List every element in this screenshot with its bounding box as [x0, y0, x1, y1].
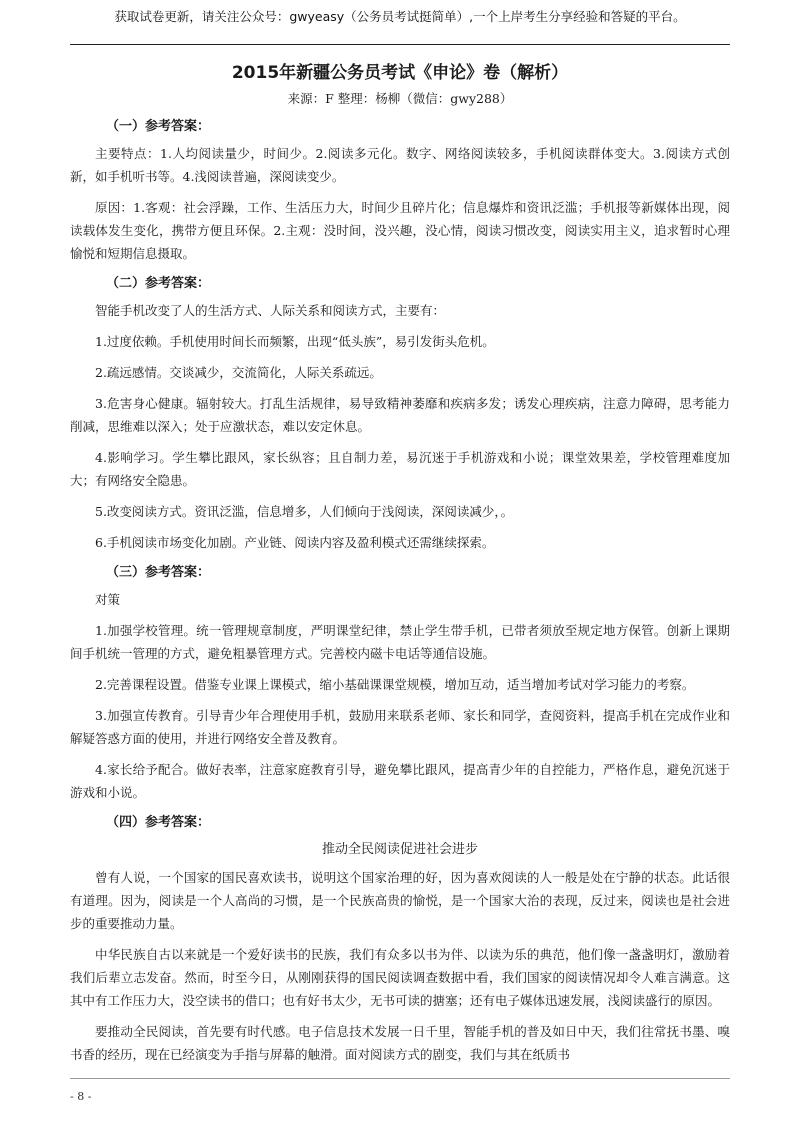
paragraph: 要推动全民阅读，首先要有时代感。电子信息技术发展一日千里，智能手机的普及如日中天，我们往常抚书墨、嗅书香的经历，现在已经演变为手指与屏幕的触滑。面对阅读方式的剧变，我们与其在纸质书	[70, 1024, 730, 1062]
section-1	[70, 116, 730, 265]
footer-divider	[70, 1078, 730, 1079]
header-banner: 获取试卷更新，请关注公众号：gwyeasy（公务员考试挺简单）,一个上岸考生分享经验和答疑的平台。	[114, 9, 686, 24]
paragraph: 4.家长给予配合。做好表率，注意家庭教育引导，避免攀比跟风，提高青少年的自控能力，严格作息，避免沉迷于游戏和小说。	[70, 762, 730, 800]
paragraph: 2.完善课程设置。借鉴专业课上课模式，缩小基础课课堂规模，增加互动，适当增加考试对学习能力的考察。	[95, 677, 695, 692]
section-4	[70, 812, 730, 1066]
section-heading: （二）参考答案：	[106, 276, 211, 291]
document-body	[70, 58, 730, 1074]
section-3	[70, 562, 730, 804]
document-title: 2015年新疆公务员考试《申论》卷（解析）	[231, 63, 569, 83]
paragraph: 5.改变阅读方式。资讯泛滥，信息增多，人们倾向于浅阅读，深阅读减少，。	[95, 504, 514, 519]
paragraph: 4.影响学习。学生攀比跟风，家长纵容；且自制力差，易沉迷于手机游戏和小说；课堂效果差，学校管理难度加大；有网络安全隐患。	[70, 450, 730, 488]
paragraph: 3.加强宣传教育。引导青少年合理使用手机，鼓励用来联系老师、家长和同学，查阅资料，提高手机在完成作业和解疑答惑方面的使用，并进行网络安全普及教育。	[70, 708, 730, 746]
paragraph: 对策	[95, 592, 121, 607]
section-heading: （三）参考答案：	[106, 565, 211, 580]
document-source: 来源：F 整理：杨柳（微信：gwy288）	[287, 91, 513, 106]
essay-title: 推动全民阅读促进社会进步	[321, 842, 478, 857]
section-heading: （四）参考答案：	[106, 815, 211, 830]
paragraph: 曾有人说，一个国家的国民喜欢读书，说明这个国家治理的好，因为喜欢阅读的人一般是处在宁静的状态。此话很有道理。因为，阅读是一个人高尚的习惯，是一个民族高贵的愉悦，是一个国家大治的表现，反过来，阅读也是社会进步的重要推动力量。	[70, 870, 730, 931]
section-2	[70, 273, 730, 554]
header-divider	[70, 44, 730, 45]
paragraph: 1.加强学校管理。统一管理规章制度，严明课堂纪律，禁止学生带手机，已带者须放至规定地方保管。创新上课期间手机统一管理的方式，避免粗暴管理方式。完善校内磁卡电话等通信设施。	[70, 623, 730, 661]
section-heading: （一）参考答案：	[106, 119, 211, 134]
paragraph: 2.疏远感情。交谈减少，交流简化，人际关系疏远。	[95, 365, 382, 380]
paragraph: 智能手机改变了人的生活方式、人际关系和阅读方式，主要有：	[95, 303, 446, 318]
paragraph: 主要特点：1.人均阅读量少，时间少。2.阅读多元化。数字、网络阅读较多，手机阅读群体变大。3.阅读方式创新，如手机听书等。4.浅阅读普遍，深阅读变少。	[70, 146, 730, 184]
paragraph: 原因：1.客观：社会浮躁，工作、生活压力大，时间少且碎片化；信息爆炸和资讯泛滥；手机报等新媒体出现，阅读载体发生变化，携带方便且环保。2.主观：没时间，没兴趣，没心情，阅读习惯改变，阅读实用主义，追求暂时心理愉悦和短期信息摄取。	[70, 200, 730, 261]
paragraph: 3.危害身心健康。辐射较大。打乱生活规律，易导致精神萎靡和疾病多发；诱发心理疾病，注意力障碍，思考能力削减，思维难以深入；处于应激状态，难以安定休息。	[70, 396, 730, 434]
paragraph: 1.过度依赖。手机使用时间长而频繁，出现“低头族”，易引发街头危机。	[95, 334, 495, 349]
paragraph: 中华民族自古以来就是一个爱好读书的民族，我们有众多以书为伴、以读为乐的典范，他们像一盏盏明灯，激励着我们后辈立志发奋。然而，时至今日，从刚刚获得的国民阅读调查数据中看，我们国家的阅读情况却令人难言满意。这其中有工作压力大，没空读书的借口；也有好书太少，无书可读的搪塞；还有电子媒体迅速发展，浅阅读盛行的原因。	[70, 947, 730, 1008]
paragraph: 6.手机阅读市场变化加剧。产业链、阅读内容及盈利模式还需继续探索。	[95, 535, 495, 550]
page-number: - 8 -	[70, 1090, 92, 1103]
